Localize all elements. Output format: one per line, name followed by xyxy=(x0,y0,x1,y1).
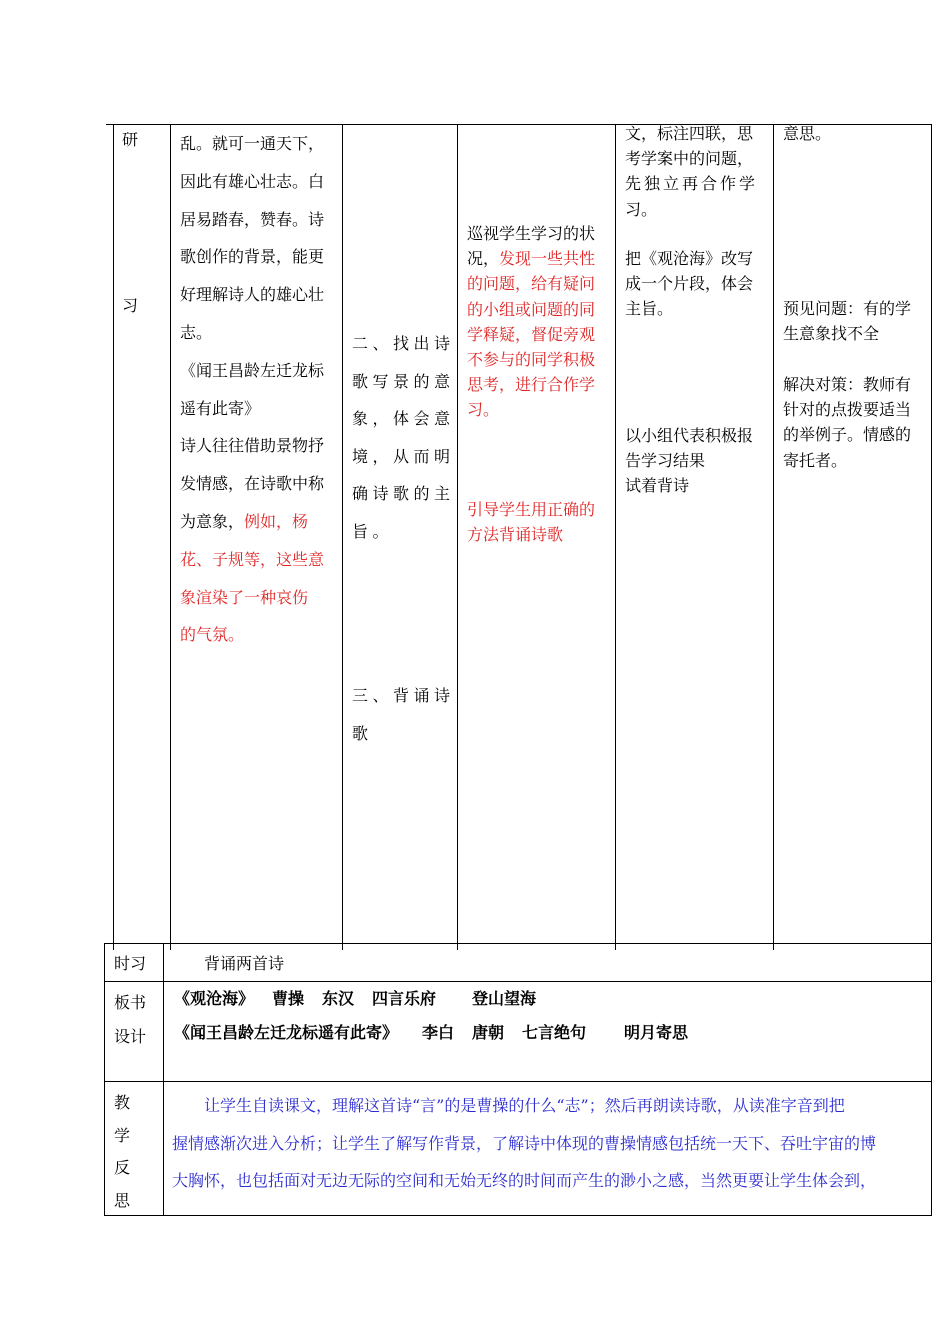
poem-title: 《闻王昌龄左迁龙标遥有此寄》 xyxy=(174,1023,399,1042)
content-line: 好理解诗人的雄心壮 xyxy=(180,285,325,305)
step-line: 歌写景的意 xyxy=(352,371,455,391)
step-line: 三、背诵诗 xyxy=(352,686,455,705)
note-line: 的举例子。情感的 xyxy=(783,425,912,445)
note-line: 预见问题：有的学 xyxy=(783,299,912,318)
label-char: 思 xyxy=(114,1190,131,1210)
student-line: 告学习结果 xyxy=(625,451,706,471)
student-line: 成一个片段，体会 xyxy=(625,274,754,294)
poem-author: 曹操 xyxy=(272,989,305,1008)
student-line: 文，标注四联，思 xyxy=(625,124,754,143)
content-line: 发情感，在诗歌中称 xyxy=(180,474,325,494)
homework-label: 时习 xyxy=(114,954,147,973)
content-line: 《闻王昌龄左迁龙标 xyxy=(180,360,325,380)
guide-recite xyxy=(467,497,595,547)
student-activity-2 xyxy=(625,246,753,322)
step-three xyxy=(352,677,455,752)
poem-theme: 登山望海 xyxy=(472,989,537,1008)
content-line: 因此有雄心壮志。白 xyxy=(180,171,325,191)
poem-theme: 明月寄思 xyxy=(624,1023,689,1042)
highlight-line: 的问题，给有疑问 xyxy=(467,274,596,294)
student-line: 试着背诗 xyxy=(625,476,690,496)
step-line: 二、找出诗 xyxy=(352,334,455,353)
content-line: 志。 xyxy=(180,322,213,342)
reflection-line: 大胸怀，也包括面对无边无际的空间和无始无终的时间而产生的渺小之感，当然更要让学生体会到， xyxy=(172,1171,877,1190)
reflection-line: 让学生自读课文，理解这首诗“言”的是曹操的什么“志”；然后再朗读诗歌，从读准字音到把 xyxy=(204,1096,845,1115)
step-line: 确诗歌的主 xyxy=(352,484,455,504)
highlight-line: 不参与的同学积极 xyxy=(467,350,596,370)
content-line: 乱。就可一通天下， xyxy=(180,134,325,153)
step-two xyxy=(352,325,455,551)
poem-form: 七言绝句 xyxy=(522,1023,587,1042)
stage-label-yan: 研 xyxy=(122,130,139,149)
content-text: 为意象， xyxy=(180,511,245,531)
board-label xyxy=(114,986,146,1054)
highlight-line: 的小组或问题的同 xyxy=(467,299,596,319)
guide-line: 方法背诵诗歌 xyxy=(467,525,564,545)
activity-line: 巡视学生学习的状 xyxy=(467,224,596,243)
student-line: 习。 xyxy=(625,199,658,219)
design-note: 意思。 xyxy=(783,124,832,143)
content-line: 歌创作的背景，能更 xyxy=(180,247,325,267)
reflection-label xyxy=(114,1087,130,1217)
activity-line xyxy=(467,246,595,271)
poem-dynasty: 唐朝 xyxy=(472,1023,505,1042)
teacher-activity xyxy=(467,221,595,423)
guide-line: 引导学生用正确的 xyxy=(467,500,596,519)
content-column xyxy=(180,125,324,654)
content-line xyxy=(180,503,324,541)
anticipated-problem xyxy=(783,296,911,346)
highlight-line: 习。 xyxy=(467,400,500,420)
student-line: 主旨。 xyxy=(625,299,674,319)
label-char: 教 xyxy=(114,1093,131,1112)
note-line: 寄托者。 xyxy=(783,450,848,470)
reflection-line: 握情感渐次进入分析；让学生了解写作背景，了解诗中体现的曹操情感包括统一天下、吞吐宇宙的博 xyxy=(172,1133,877,1153)
step-line: 境，从而明 xyxy=(352,446,455,466)
example-line: 花、子规等，这些意 xyxy=(180,549,325,569)
content-line: 诗人往往借助景物抒 xyxy=(180,436,325,456)
example-text: 例如，杨 xyxy=(244,511,309,531)
poem-title: 《观沧海》 xyxy=(174,989,255,1008)
board-row-1 xyxy=(174,986,254,1011)
student-line: 先独立再合作学 xyxy=(625,174,759,194)
student-activity-3 xyxy=(625,423,753,499)
highlight-line: 学释疑，督促旁观 xyxy=(467,324,596,344)
student-line: 把《观沧海》改写 xyxy=(625,249,754,268)
student-line: 考学案中的问题， xyxy=(625,149,754,169)
step-line: 旨。 xyxy=(352,521,394,541)
step-line: 象，体会意 xyxy=(352,409,455,429)
label-line: 板书 xyxy=(114,993,147,1012)
note-line: 解决对策：教师有 xyxy=(783,375,912,394)
content-line: 遥有此寄》 xyxy=(180,398,261,418)
student-line: 以小组代表积极报 xyxy=(625,426,754,445)
step-line: 歌 xyxy=(352,723,373,743)
highlight-text: 发现一些共性 xyxy=(499,249,596,269)
poem-form: 四言乐府 xyxy=(372,989,437,1008)
label-line: 设计 xyxy=(114,1027,147,1046)
poem-author: 李白 xyxy=(422,1023,455,1042)
highlight-line: 思考，进行合作学 xyxy=(467,375,596,395)
activity-text: 况， xyxy=(467,249,500,269)
stage-label-xi: 习 xyxy=(122,296,139,315)
student-activity-1 xyxy=(625,121,758,222)
label-char: 反 xyxy=(114,1158,131,1177)
content-line: 居易踏春，赞春。诗 xyxy=(180,209,325,229)
note-line: 针对的点拨要适当 xyxy=(783,400,912,420)
poem-dynasty: 东汉 xyxy=(322,989,355,1008)
note-line: 生意象找不全 xyxy=(783,324,880,344)
reflection-content xyxy=(172,1087,924,1200)
label-char: 学 xyxy=(114,1125,131,1145)
example-line: 象渲染了一种哀伤 xyxy=(180,587,309,607)
example-line: 的气氛。 xyxy=(180,625,245,645)
solution-strategy xyxy=(783,372,911,473)
homework-content: 背诵两首诗 xyxy=(204,954,285,973)
